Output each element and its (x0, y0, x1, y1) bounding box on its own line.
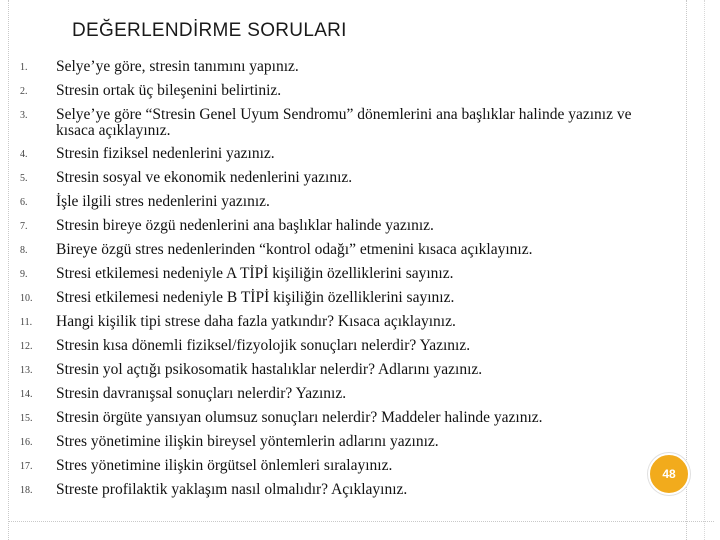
list-item-number: 8. (20, 245, 28, 256)
list-item-text: Selye’ye göre “Stresin Genel Uyum Sendromu” dönemlerini ana başlıklar halinde yazınız ve kısaca açıklayınız. (56, 106, 632, 139)
slide-frame-right-border (686, 0, 687, 540)
list-item-text: Stresin yol açtığı psikosomatik hastalıklar nelerdir? Adlarını yazınız. (56, 361, 483, 378)
list-item-text: Stres yönetimine ilişkin örgütsel önlemleri sıralayınız. (56, 457, 393, 474)
list-item-number: 1. (20, 62, 28, 73)
list-item-number: 14. (20, 389, 33, 400)
list-item-number: 9. (20, 269, 28, 280)
list-item-text: Stresin davranışsal sonuçları nelerdir? Yazınız. (56, 385, 347, 402)
list-item-text: Bireye özgü stres nedenlerinden “kontrol odağı” etmenini kısaca açıklayınız. (56, 241, 533, 258)
list-item (0, 478, 680, 502)
list-item (0, 262, 680, 286)
list-item (0, 190, 680, 214)
list-item (0, 79, 680, 103)
list-item (0, 454, 680, 478)
slide-frame-outer-right-border (704, 0, 705, 540)
list-item-number: 16. (20, 437, 33, 448)
list-item-text: Stresin kısa dönemli fiziksel/fizyolojik sonuçları nelerdir? Yazınız. (56, 337, 471, 354)
list-item-text: İşle ilgili stres nedenlerini yazınız. (56, 193, 270, 210)
list-item (0, 103, 680, 142)
list-item-number: 17. (20, 461, 33, 472)
list-item-number: 10. (20, 293, 33, 304)
list-item-text: Stresin örgüte yansıyan olumsuz sonuçları nelerdir? Maddeler halinde yazınız. (56, 409, 543, 426)
list-item (0, 142, 680, 166)
list-item (0, 166, 680, 190)
list-item (0, 214, 680, 238)
list-item-number: 6. (20, 197, 28, 208)
list-item (0, 334, 680, 358)
list-item-number: 3. (20, 110, 28, 121)
list-item-text: Stresin bireye özgü nedenlerini ana başlıklar halinde yazınız. (56, 217, 434, 234)
list-item (0, 382, 680, 406)
list-item-text: Stresi etkilemesi nedeniyle B TİPİ kişiliğin özelliklerini sayınız. (56, 289, 455, 306)
list-item-number: 2. (20, 86, 28, 97)
list-item-number: 7. (20, 221, 28, 232)
question-list (0, 55, 680, 502)
page-number-badge (648, 453, 690, 495)
list-item-number: 13. (20, 365, 33, 376)
list-item-text: Selye’ye göre, stresin tanımını yapınız. (56, 58, 299, 75)
list-item (0, 238, 680, 262)
list-item-text: Stresin sosyal ve ekonomik nedenlerini yazınız. (56, 169, 353, 186)
list-item-number: 12. (20, 341, 33, 352)
list-item (0, 406, 680, 430)
list-item (0, 358, 680, 382)
page-number: 48 (662, 467, 676, 481)
list-item-number: 4. (20, 149, 28, 160)
list-item-text: Streste profilaktik yaklaşım nasıl olmalıdır? Açıklayınız. (56, 481, 408, 498)
list-item (0, 430, 680, 454)
list-item (0, 286, 680, 310)
list-item-number: 18. (20, 485, 33, 496)
list-item-text: Stresi etkilemesi nedeniyle A TİPİ kişiliğin özelliklerini sayınız. (56, 265, 454, 282)
list-item-text: Hangi kişilik tipi strese daha fazla yatkındır? Kısaca açıklayınız. (56, 313, 456, 330)
list-item-text: Stres yönetimine ilişkin bireysel yöntemlerin adlarını yazınız. (56, 433, 439, 450)
list-item (0, 55, 680, 79)
list-item-number: 15. (20, 413, 33, 424)
slide-title: DEĞERLENDİRME SORULARI (72, 20, 347, 41)
list-item-text: Stresin ortak üç bileşenini belirtiniz. (56, 82, 282, 99)
slide-frame-bottom-border (8, 521, 714, 522)
list-item-text: Stresin fiziksel nedenlerini yazınız. (56, 145, 275, 162)
list-item-number: 5. (20, 173, 28, 184)
list-item (0, 310, 680, 334)
list-item-number: 11. (20, 317, 33, 328)
